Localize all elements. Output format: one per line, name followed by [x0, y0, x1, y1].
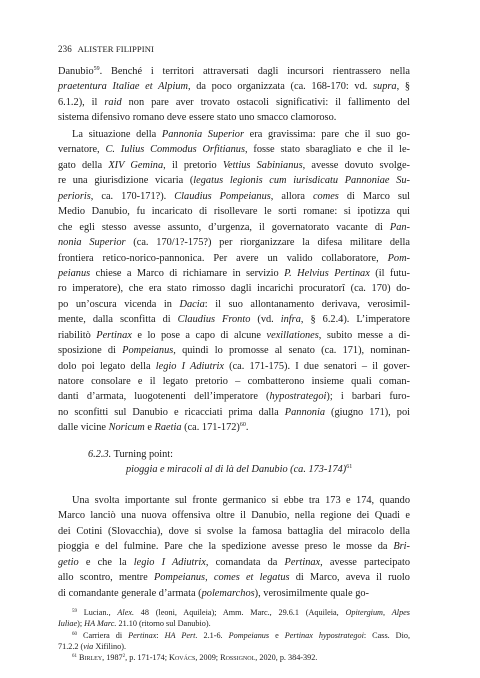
text-run: 21.10 (ritorno sul Danubio).: [116, 619, 211, 629]
section-title-line-1: Turning point:: [113, 449, 173, 460]
text-run: peianus: [58, 267, 91, 279]
text-line: [58, 328, 410, 343]
text-run: Xifilino).: [93, 641, 127, 651]
text-run: Rossignol: [220, 653, 256, 663]
text-run: , § 6.2.4). L’imperatore: [300, 314, 410, 326]
text-run: Bri-: [393, 541, 410, 553]
text-run: era gravissima: pare che il suo go-: [244, 129, 410, 140]
text-run: , ca. 170-171?).: [90, 190, 175, 202]
text-run: po un’oscura vicenda in: [58, 298, 180, 310]
text-run: getio: [58, 556, 79, 568]
text-run: Pertinax hypostrategoi: [284, 630, 364, 640]
text-run: sposizione di: [58, 345, 123, 357]
text-line: [58, 374, 410, 389]
text-run: Alpes: [391, 608, 410, 617]
text-run: vernatore,: [58, 144, 106, 156]
text-line: [58, 359, 410, 374]
paragraph-continuation: [58, 64, 410, 126]
text-run: : il suo allontanamento derivava, verosimil-: [204, 298, 410, 310]
text-line: [58, 127, 410, 142]
text-run: e lo pose a capo di alcune: [131, 329, 267, 341]
text-run: Noricum: [108, 422, 145, 434]
text-run: Lucian.,: [77, 608, 118, 617]
text-run: , subito messe a di-: [318, 329, 410, 341]
text-line: [58, 570, 410, 585]
text-line: [58, 79, 410, 94]
text-run: Una svolta importante sul fronte germanico si ebbe tra 173 e 174, quando: [72, 495, 410, 506]
text-line: [58, 173, 410, 188]
text-run: praetentura Italiae et Alpium: [58, 81, 188, 93]
text-run: Opitergium: [345, 608, 383, 617]
footnote-line: [58, 618, 410, 629]
text-run: Pom-: [387, 252, 410, 264]
text-run: raid: [104, 96, 122, 108]
text-line: [58, 64, 410, 79]
text-run: HA Marc.: [84, 619, 117, 629]
text-line: [58, 110, 410, 125]
text-run: , §: [396, 81, 411, 93]
text-run: , 2020, p. 384-392.: [255, 653, 318, 663]
text-line: [58, 312, 410, 327]
footnote-ref: 2: [122, 654, 126, 660]
text-run: , avesse partecipato: [320, 556, 411, 568]
text-run: Pompeianus: [228, 630, 270, 640]
text-run: (vd.: [250, 314, 281, 326]
text-run: Danubio: [58, 66, 94, 77]
text-line: [58, 539, 410, 554]
footnote-line: [58, 607, 410, 618]
text-run: XIV Gemina: [108, 159, 164, 171]
paragraph-turning-point: [58, 493, 410, 601]
text-run: mente, dalla sconfitta di: [58, 314, 178, 326]
paragraph-pannonia: [58, 127, 410, 436]
text-run: , fosse stato sbaragliato e che il le-: [245, 144, 410, 156]
text-run: (ca. 171-175). I due senatori – il gover-: [223, 360, 410, 372]
text-run: non pare aver trovato ostacoli significativi: il fallimento del: [121, 96, 411, 108]
text-run: sistema difensivo romano deve essere stato uno smacco clamoroso.: [58, 112, 337, 124]
footnote-line: [58, 652, 410, 663]
text-line: [58, 524, 410, 539]
text-run: , quindi lo promosse al senato (ca. 171), nominan-: [173, 345, 410, 357]
text-run: gato della: [58, 159, 109, 171]
text-run: , p. 171-174;: [125, 653, 170, 663]
text-run: infra: [280, 314, 301, 326]
text-run: Carriera di: [77, 630, 129, 640]
text-run: C. Iulius Commodus Orfitianus: [105, 144, 245, 156]
text-run: P. Helvius Pertinax: [284, 267, 370, 279]
text-run: Claudius Fronto: [177, 314, 251, 326]
text-run: nonia Superior: [58, 237, 126, 249]
text-run: :: [156, 630, 165, 640]
text-line: [58, 266, 410, 281]
text-run: , da poco organizzata (ca. 168-170: vd.: [187, 81, 374, 93]
running-head-author: ALISTER FILIPPINI: [77, 44, 155, 54]
text-run: Raetia: [154, 422, 182, 434]
text-run: , 1987: [102, 653, 123, 663]
text-run: ); i barbari furo-: [326, 391, 410, 403]
footnote-ref-61: 61: [346, 463, 353, 470]
text-run: .: [245, 422, 249, 434]
text-run: Vettius Sabinianus: [222, 159, 303, 171]
text-run: dolo poi legato della: [58, 360, 156, 372]
text-line: [58, 405, 410, 420]
text-line: [58, 555, 410, 570]
text-run: frontiera retico-norico-pannonica. Per avere un valido collaboratore,: [58, 252, 388, 264]
text-line: [58, 343, 410, 358]
text-run: Alex.: [117, 608, 135, 617]
text-run: ), verosimilmente quale go-: [254, 587, 369, 599]
text-run: );: [77, 619, 85, 629]
text-run: (ca. 170/1?-175?) per riorganizzare la difesa militare della: [125, 237, 410, 249]
text-run: 6.1.2), il: [58, 96, 105, 108]
text-run: HA Pert.: [164, 630, 198, 640]
text-run: , avesse dovuto svolge-: [302, 159, 410, 171]
text-run: pioggia e del fulmine. Pare che la spedizione avesse preso le mosse da: [58, 541, 394, 553]
text-run: polemarchos: [201, 587, 255, 599]
text-run: Iuliae: [58, 619, 78, 629]
text-run: che egli stesso avesse assunto, d’urgenza, il governatorato vacante di: [58, 221, 390, 233]
text-run: dalle vicine: [58, 422, 109, 434]
text-run: 71.2.2 (: [58, 641, 84, 651]
section-heading: [88, 448, 408, 477]
text-run: , comandata da: [205, 556, 285, 568]
text-run: Pertinax: [128, 630, 157, 640]
text-run: e: [269, 630, 285, 640]
text-run: natore consolare e il legato pretorio – combatterono insieme quali coman-: [58, 376, 410, 387]
text-line: [58, 142, 410, 157]
text-run: Pertinax: [284, 556, 321, 568]
text-run: , allora: [270, 190, 313, 202]
text-run: supra: [373, 81, 397, 93]
text-run: Claudius Pompeianus: [174, 190, 271, 202]
text-line: [58, 281, 410, 296]
text-run: 2.1-6.: [197, 630, 229, 640]
section-title-line-2: pioggia e miracoli al di là del Danubio (ca. 173-174): [126, 463, 347, 475]
text-run: 48 (leoni, Aquileia); Amm. Marc., 29.6.1 (Aquileia,: [134, 608, 346, 617]
section-heading-line-2: [88, 463, 408, 478]
text-line: [58, 251, 410, 266]
text-run: di Marco sul: [338, 190, 410, 202]
text-run: (ca. 171-172): [181, 422, 240, 434]
footnotes: [58, 607, 410, 663]
text-run: , 2009;: [195, 653, 221, 663]
section-number: 6.2.3.: [88, 449, 112, 460]
text-run: riabilitò: [58, 329, 97, 341]
text-run: Pertinax: [96, 329, 132, 341]
text-line: [58, 508, 410, 523]
text-run: (giugno 171), poi: [325, 406, 411, 418]
text-run: Pompeianus, comes et legatus: [153, 572, 290, 584]
text-run: no sconfitti sul Danubio e ricacciati prima dalla: [58, 406, 285, 418]
text-run: Birley: [79, 653, 103, 663]
footnote-line: [58, 641, 410, 652]
text-run: Medio Danubio, fu incaricato di risollevare le sorti romane: si ipotizza qui: [58, 206, 410, 218]
footnote-ref: 59: [72, 609, 77, 614]
text-run: perioris: [58, 190, 91, 202]
text-run: danti d’armata, luogotenenti dell’imperatore (: [58, 391, 270, 403]
text-run: e: [144, 422, 155, 434]
footnote-ref: 61: [72, 654, 77, 660]
text-run: legio I Adiutrix: [155, 360, 224, 372]
text-run: ,: [382, 608, 392, 617]
text-run: di comandante generale d’armata (: [58, 587, 202, 599]
text-run: , il pretorio: [163, 159, 223, 171]
text-line: [58, 420, 410, 435]
text-line: [58, 204, 410, 219]
running-head: [58, 44, 154, 54]
text-line: [58, 493, 410, 508]
text-run: Pompeianus: [122, 345, 174, 357]
text-run: . Benché i territori attraversati dagli incursori rientrassero nella: [99, 66, 410, 77]
footnote-ref: 60: [239, 422, 246, 429]
text-run: hypostrategoi: [269, 391, 327, 403]
text-run: La situazione della: [72, 129, 162, 140]
text-line: [58, 189, 410, 204]
text-line: [58, 158, 410, 173]
text-run: chiese a Marco di richiamare in servizio: [90, 267, 285, 279]
text-run: (il futu-: [369, 267, 410, 279]
text-run: via: [83, 641, 94, 651]
text-line: [58, 586, 410, 601]
text-run: e che la: [78, 556, 134, 568]
text-line: [58, 220, 410, 235]
text-line: [58, 389, 410, 404]
text-run: Marco lanciò una nuova offensiva oltre il Danubio, nella regione dei Quadi e: [58, 510, 410, 522]
text-run: legatus legionis cum iurisdicatu Pannoniae Su-: [193, 175, 410, 187]
text-run: : Cass. Dio,: [363, 630, 410, 640]
text-run: Pan-: [389, 221, 410, 233]
text-run: ro imperatore), che era stato rimosso dagli incarichi procuratorî (ca. 170) do-: [58, 283, 410, 295]
footnote-ref: 60: [72, 631, 77, 637]
text-run: allo scontro, mentre: [58, 572, 154, 584]
text-run: di Marco, aveva il ruolo: [289, 572, 410, 584]
text-run: Dacia: [179, 298, 205, 310]
footnote-ref: 59: [93, 66, 100, 72]
text-run: Kovács: [169, 653, 196, 663]
text-line: [58, 297, 410, 312]
text-run: re una giurisdizione vicaria (: [58, 175, 194, 187]
section-heading-line-1: [88, 448, 408, 463]
text-line: [58, 95, 410, 110]
text-run: Pannonia: [284, 406, 326, 418]
text-run: vexillationes: [266, 329, 319, 341]
page-number: 236: [58, 44, 72, 54]
footnote-line: [58, 630, 410, 641]
text-line: [58, 235, 410, 250]
text-run: Pannonia Superior: [161, 129, 245, 140]
text-run: comes: [312, 190, 339, 202]
text-run: dei Cotini (Slovacchia), dove si svolse la famosa battaglia del miracolo della: [58, 525, 410, 537]
text-run: legio I Adiutrix: [133, 556, 206, 568]
